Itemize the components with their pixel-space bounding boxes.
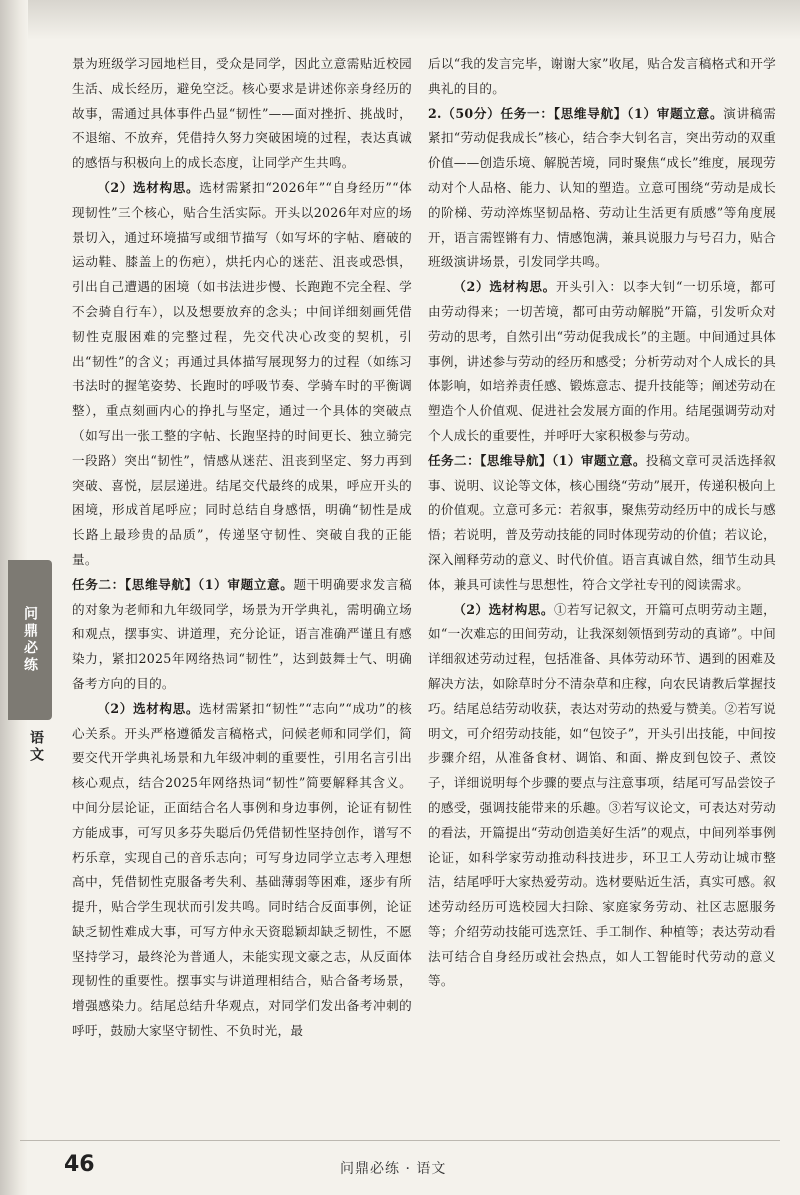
page-number: 46 <box>64 1152 95 1177</box>
section-lead: （2）选材构思。 <box>97 179 200 195</box>
section-lead: 2.（50分）任务一：【思维导航】（1）审题立意。 <box>428 105 724 121</box>
side-tab-subject: 语文 <box>28 730 44 764</box>
paragraph <box>72 176 412 573</box>
paragraph <box>72 697 412 1044</box>
footer-title: 问鼎必练 · 语文 <box>340 1161 447 1177</box>
paragraph: 后以“我的发言完毕，谢谢大家”收尾，贴合发言稿格式和开学典礼的目的。 <box>428 56 776 96</box>
footer-divider <box>20 1140 780 1141</box>
paragraph-text: 投稿文章可灵活选择叙事、说明、议论等文体，核心围绕“劳动”展开，传递积极向上的价值观。立意可多元：若叙事，聚焦劳动经历中的成长与感悟；若说明，普及劳动技能的同时体现劳动的价值；若议论，深入阐释劳动的意义、时代价值。语言真诚自然，细节生动具体，兼具可读性与思想性，符合文学社专刊的阅读需求。 <box>428 452 777 592</box>
paragraph-text: ①若写记叙文，开篇可点明劳动主题，如“一次难忘的田间劳动，让我深刻领悟到劳动的真谛”。中间详细叙述劳动过程，包括准备、具体劳动环节、遇到的困难及解决方法，如除草时分不清杂草和庄稼，向农民请教后掌握技巧。结尾总结劳动收获，表达对劳动的热爱与赞美。②若写说明文，可介绍劳动技能，如“包饺子”，开头引出技能，中间按步骤介绍，从准备食材、调馅、和面、擀皮到包饺子、煮饺子，详细说明每个步骤的要点与注意事项，结尾可写品尝饺子的感受，强调技能带来的乐趣。③若写议论文，可表达对劳动的看法，开篇提出“劳动创造美好生活”的观点，中间列举事例论证，如科学家劳动推动科技进步，环卫工人劳动让城市整洁，结尾呼吁大家热爱劳动。选材要贴近生活，真实可感。叙述劳动经历可选校园大扫除、家庭家务劳动、社区志愿服务等；介绍劳动技能可选烹饪、手工制作、种植等；表达劳动看法可结合自身经历或社会热点，如人工智能时代劳动的意义等。 <box>428 601 777 989</box>
section-lead: （2）选材构思。 <box>453 279 557 295</box>
paragraph <box>428 275 776 449</box>
paragraph-text: 选材需紧扣“韧性”“志向”“成功”的核心关系。开头严格遵循发言稿格式，问候老师和同学们，简要交代开学典礼场景和九年级冲刺的重要性，引用名言引出核心观点，结合2025年网络热词“韧性”简要解释其含义。中间分层论证，正面结合名人事例和身边事例，论证有韧性方能成事，可写贝多芬失聪后仍凭借韧性坚持创作，谱写不朽乐章，实现自己的音乐志向；可写身边同学立志考入理想高中，凭借韧性克服备考失利、基础薄弱等困难，逐步有所提升，贴合学生现状而引发共鸣。同时结合反面事例，论证缺乏韧性难成大事，可写方仲永天资聪颖却缺乏韧性，不愿坚持学习，最终沦为普通人，未能实现文豪之志，从反面体现韧性的重要性。摆事实与讲道理相结合，贴合备考场景，增强感染力。结尾总结升华观点，对同学们发出备考冲刺的呼吁，鼓励大家坚守韧性、不负时光，最 <box>72 700 412 1039</box>
paragraph <box>428 449 776 598</box>
paragraph <box>428 598 776 995</box>
paragraph-text: 题干明确要求发言稿的对象为老师和九年级同学，场景为开学典礼，需明确立场和观点，摆事实、讲道理，充分论证，语言准确严谨且有感染力，紧扣2025年网络热词“韧性”，达到鼓舞士气、明确备考方向的目的。 <box>72 576 412 691</box>
paragraph: 景为班级学习园地栏目，受众是同学，因此立意需贴近校园生活、成长经历，避免空泛。核心要求是讲述你亲身经历的故事，需通过具体事件凸显“韧性”——面对挫折、挑战时，不退缩、不放弃，凭借持久努力突破困境的过程，表达真诚的感悟与积极向上的成长态度，让同学产生共鸣。 <box>72 56 412 171</box>
paragraph <box>72 573 412 697</box>
scan-top-shadow <box>0 0 800 40</box>
paragraph-text: 演讲稿需紧扣“劳动促我成长”核心，结合李大钊名言，突出劳动的双重价值——创造乐境、解脱苦境，同时聚焦“成长”维度，展现劳动对个人品格、能力、认知的塑造。立意可围绕“劳动是成长的阶梯、劳动淬炼坚韧品格、劳动让生活更有质感”等角度展开，语言需铿锵有力、情感饱满，兼具说服力与号召力，贴合班级演讲场景，引发同学共鸣。 <box>428 105 777 270</box>
section-lead: 任务二：【思维导航】（1）审题立意。 <box>72 576 294 592</box>
side-tab-brand: 问鼎必练 <box>22 606 38 674</box>
paragraph-text: 选材需紧扣“2026年”“自身经历”“体现韧性”三个核心，贴合生活实际。开头以2026年对应的场景切入，通过环境描写或细节描写（如写坏的字帖、磨破的运动鞋、膝盖上的伤疤），烘托内心的迷茫、沮丧或恐惧，引出自己遭遇的困境（如书法进步慢、长跑跑不完全程、学不会骑自行车），以及想要放弃的念头；中间详细刻画凭借韧性克服困难的完整过程，先交代决心改变的契机，引出“韧性”的含义；再通过具体描写展现努力的过程（如练习书法时的握笔姿势、长跑时的呼吸节奏、学骑车时的平衡调整），重点刻画内心的挣扎与坚定，通过一个具体的突破点（如写出一张工整的字帖、长跑坚持的时间更长、独立骑完一段路）突出“韧性”，情感从迷茫、沮丧到坚定、努力再到突破、喜悦，层层递进。结尾交代最终的成果，呼应开头的困境，形成首尾呼应；同时总结自身感悟，明确“韧性是成长路上最珍贵的品质”，传递坚守韧性、突破自我的正能量。 <box>72 179 412 567</box>
right-column <box>428 52 776 994</box>
side-tab <box>8 560 52 720</box>
section-lead: （2）选材构思。 <box>97 700 200 716</box>
paragraph-text: 开头引入：以李大钊“一切乐境，都可由劳动得来；一切苦境，都可由劳动解脱”开篇，引发听众对劳动的思考，自然引出“劳动促我成长”的主题。中间通过具体事例，讲述参与劳动的经历和感受；分析劳动对个人成长的具体影响，如培养责任感、锻炼意志、提升技能等；阐述劳动在塑造个人价值观、促进社会发展方面的作用。结尾强调劳动对个人成长的重要性，并呼吁大家积极参与劳动。 <box>428 279 776 443</box>
section-lead: （2）选材构思。 <box>453 601 554 617</box>
section-lead: 任务二：【思维导航】（1）审题立意。 <box>428 452 646 468</box>
paragraph <box>428 102 776 276</box>
left-column <box>72 52 412 1044</box>
